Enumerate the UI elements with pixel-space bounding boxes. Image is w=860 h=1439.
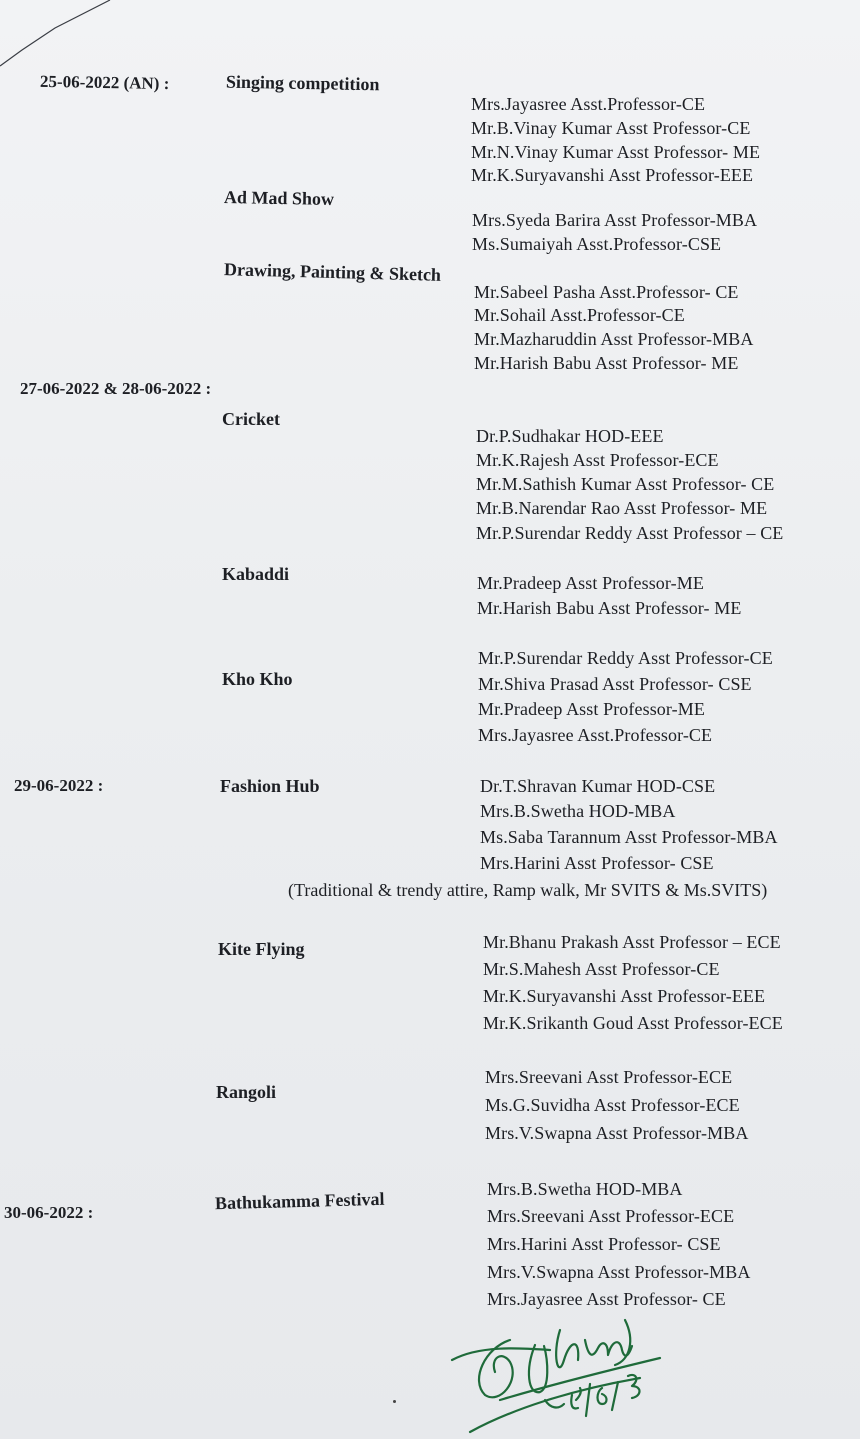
coordinator-item: Mr.B.Narendar Rao Asst Professor- ME <box>476 498 768 518</box>
coordinator-item: Mrs.Syeda Barira Asst Professor-MBA <box>472 210 758 230</box>
coordinator-item: Mr.Pradeep Asst Professor-ME <box>477 573 704 593</box>
coordinator-item: Mr.Shiva Prasad Asst Professor- CSE <box>478 674 752 694</box>
event-title: Cricket <box>222 409 280 429</box>
schedule-date: 27-06-2022 & 28-06-2022 : <box>20 379 212 398</box>
coordinator-item: Mr.P.Surendar Reddy Asst Professor – CE <box>476 523 784 543</box>
coordinator-item: Mr.M.Sathish Kumar Asst Professor- CE <box>476 474 775 494</box>
schedule-date: 30-06-2022 : <box>4 1203 94 1222</box>
event-note: (Traditional & trendy attire, Ramp walk, Mr SVITS & Ms.SVITS) <box>288 880 768 900</box>
event-title: Kho Kho <box>222 669 293 689</box>
coordinator-item: Mr.K.Rajesh Asst Professor-ECE <box>476 450 719 470</box>
coordinator-item: Mrs.Harini Asst Professor- CSE <box>487 1234 721 1254</box>
coordinator-item: Mrs.V.Swapna Asst Professor-MBA <box>487 1262 751 1282</box>
coordinator-item: Mrs.Sreevani Asst Professor-ECE <box>487 1206 735 1226</box>
coordinator-item: Mr.Bhanu Prakash Asst Professor – ECE <box>483 932 781 952</box>
coordinator-item: Mrs.Jayasree Asst Professor- CE <box>487 1289 726 1309</box>
event-title: Fashion Hub <box>220 776 320 796</box>
coordinator-item: Mrs.Jayasree Asst.Professor-CE <box>478 725 713 745</box>
coordinator-item: Mr.K.Srikanth Goud Asst Professor-ECE <box>483 1013 783 1033</box>
coordinator-item: Mrs.V.Swapna Asst Professor-MBA <box>485 1123 749 1143</box>
coordinator-item: Mr.Harish Babu Asst Professor- ME <box>477 598 742 618</box>
coordinator-item: Mr.N.Vinay Kumar Asst Professor- ME <box>471 142 761 162</box>
coordinator-item: Mrs.Harini Asst Professor- CSE <box>480 853 714 873</box>
coordinator-item: Dr.P.Sudhakar HOD-EEE <box>476 426 664 446</box>
event-title: Ad Mad Show <box>223 187 335 209</box>
coordinator-item: Mr.K.Suryavanshi Asst Professor-EEE <box>483 986 766 1006</box>
coordinator-item: Mr.K.Suryavanshi Asst Professor-EEE <box>471 165 754 185</box>
event-title: Rangoli <box>216 1082 277 1102</box>
event-title: Singing competition <box>225 71 380 95</box>
coordinator-item: Ms.Saba Tarannum Asst Professor-MBA <box>480 827 778 847</box>
page-fold-mark <box>0 0 120 70</box>
coordinator-item: Mrs.Sreevani Asst Professor-ECE <box>485 1067 733 1087</box>
coordinator-item: Ms.Sumaiyah Asst.Professor-CSE <box>472 234 722 254</box>
coordinator-item: Ms.G.Suvidha Asst Professor-ECE <box>485 1095 740 1115</box>
schedule-date: 25-06-2022 (AN) : <box>39 71 170 94</box>
event-title: Kite Flying <box>218 939 305 959</box>
coordinator-item: Mr.S.Mahesh Asst Professor-CE <box>483 959 720 979</box>
event-title: Drawing, Painting & Sketch <box>223 259 442 285</box>
coordinator-item: Mr.P.Surendar Reddy Asst Professor-CE <box>478 648 773 668</box>
coordinator-item: Dr.T.Shravan Kumar HOD-CSE <box>480 776 716 796</box>
coordinator-item: Mrs.Jayasree Asst.Professor-CE <box>471 94 706 114</box>
signature-image <box>440 1300 680 1435</box>
coordinator-item: Mr.Sabeel Pasha Asst.Professor- CE <box>474 282 739 302</box>
coordinator-item: Mr.Harish Babu Asst Professor- ME <box>474 353 739 373</box>
coordinator-item: Mr.Sohail Asst.Professor-CE <box>474 305 685 325</box>
coordinator-item: Mr.Mazharuddin Asst Professor-MBA <box>474 329 754 349</box>
coordinator-item: Mrs.B.Swetha HOD-MBA <box>487 1179 683 1199</box>
event-title: Kabaddi <box>222 564 290 584</box>
event-title: Bathukamma Festival <box>214 1188 385 1214</box>
coordinator-item: Mr.B.Vinay Kumar Asst Professor-CE <box>471 118 751 138</box>
ink-dot <box>393 1400 396 1403</box>
schedule-date: 29-06-2022 : <box>14 776 104 795</box>
coordinator-item: Mrs.B.Swetha HOD-MBA <box>480 801 676 821</box>
coordinator-item: Mr.Pradeep Asst Professor-ME <box>478 699 705 719</box>
